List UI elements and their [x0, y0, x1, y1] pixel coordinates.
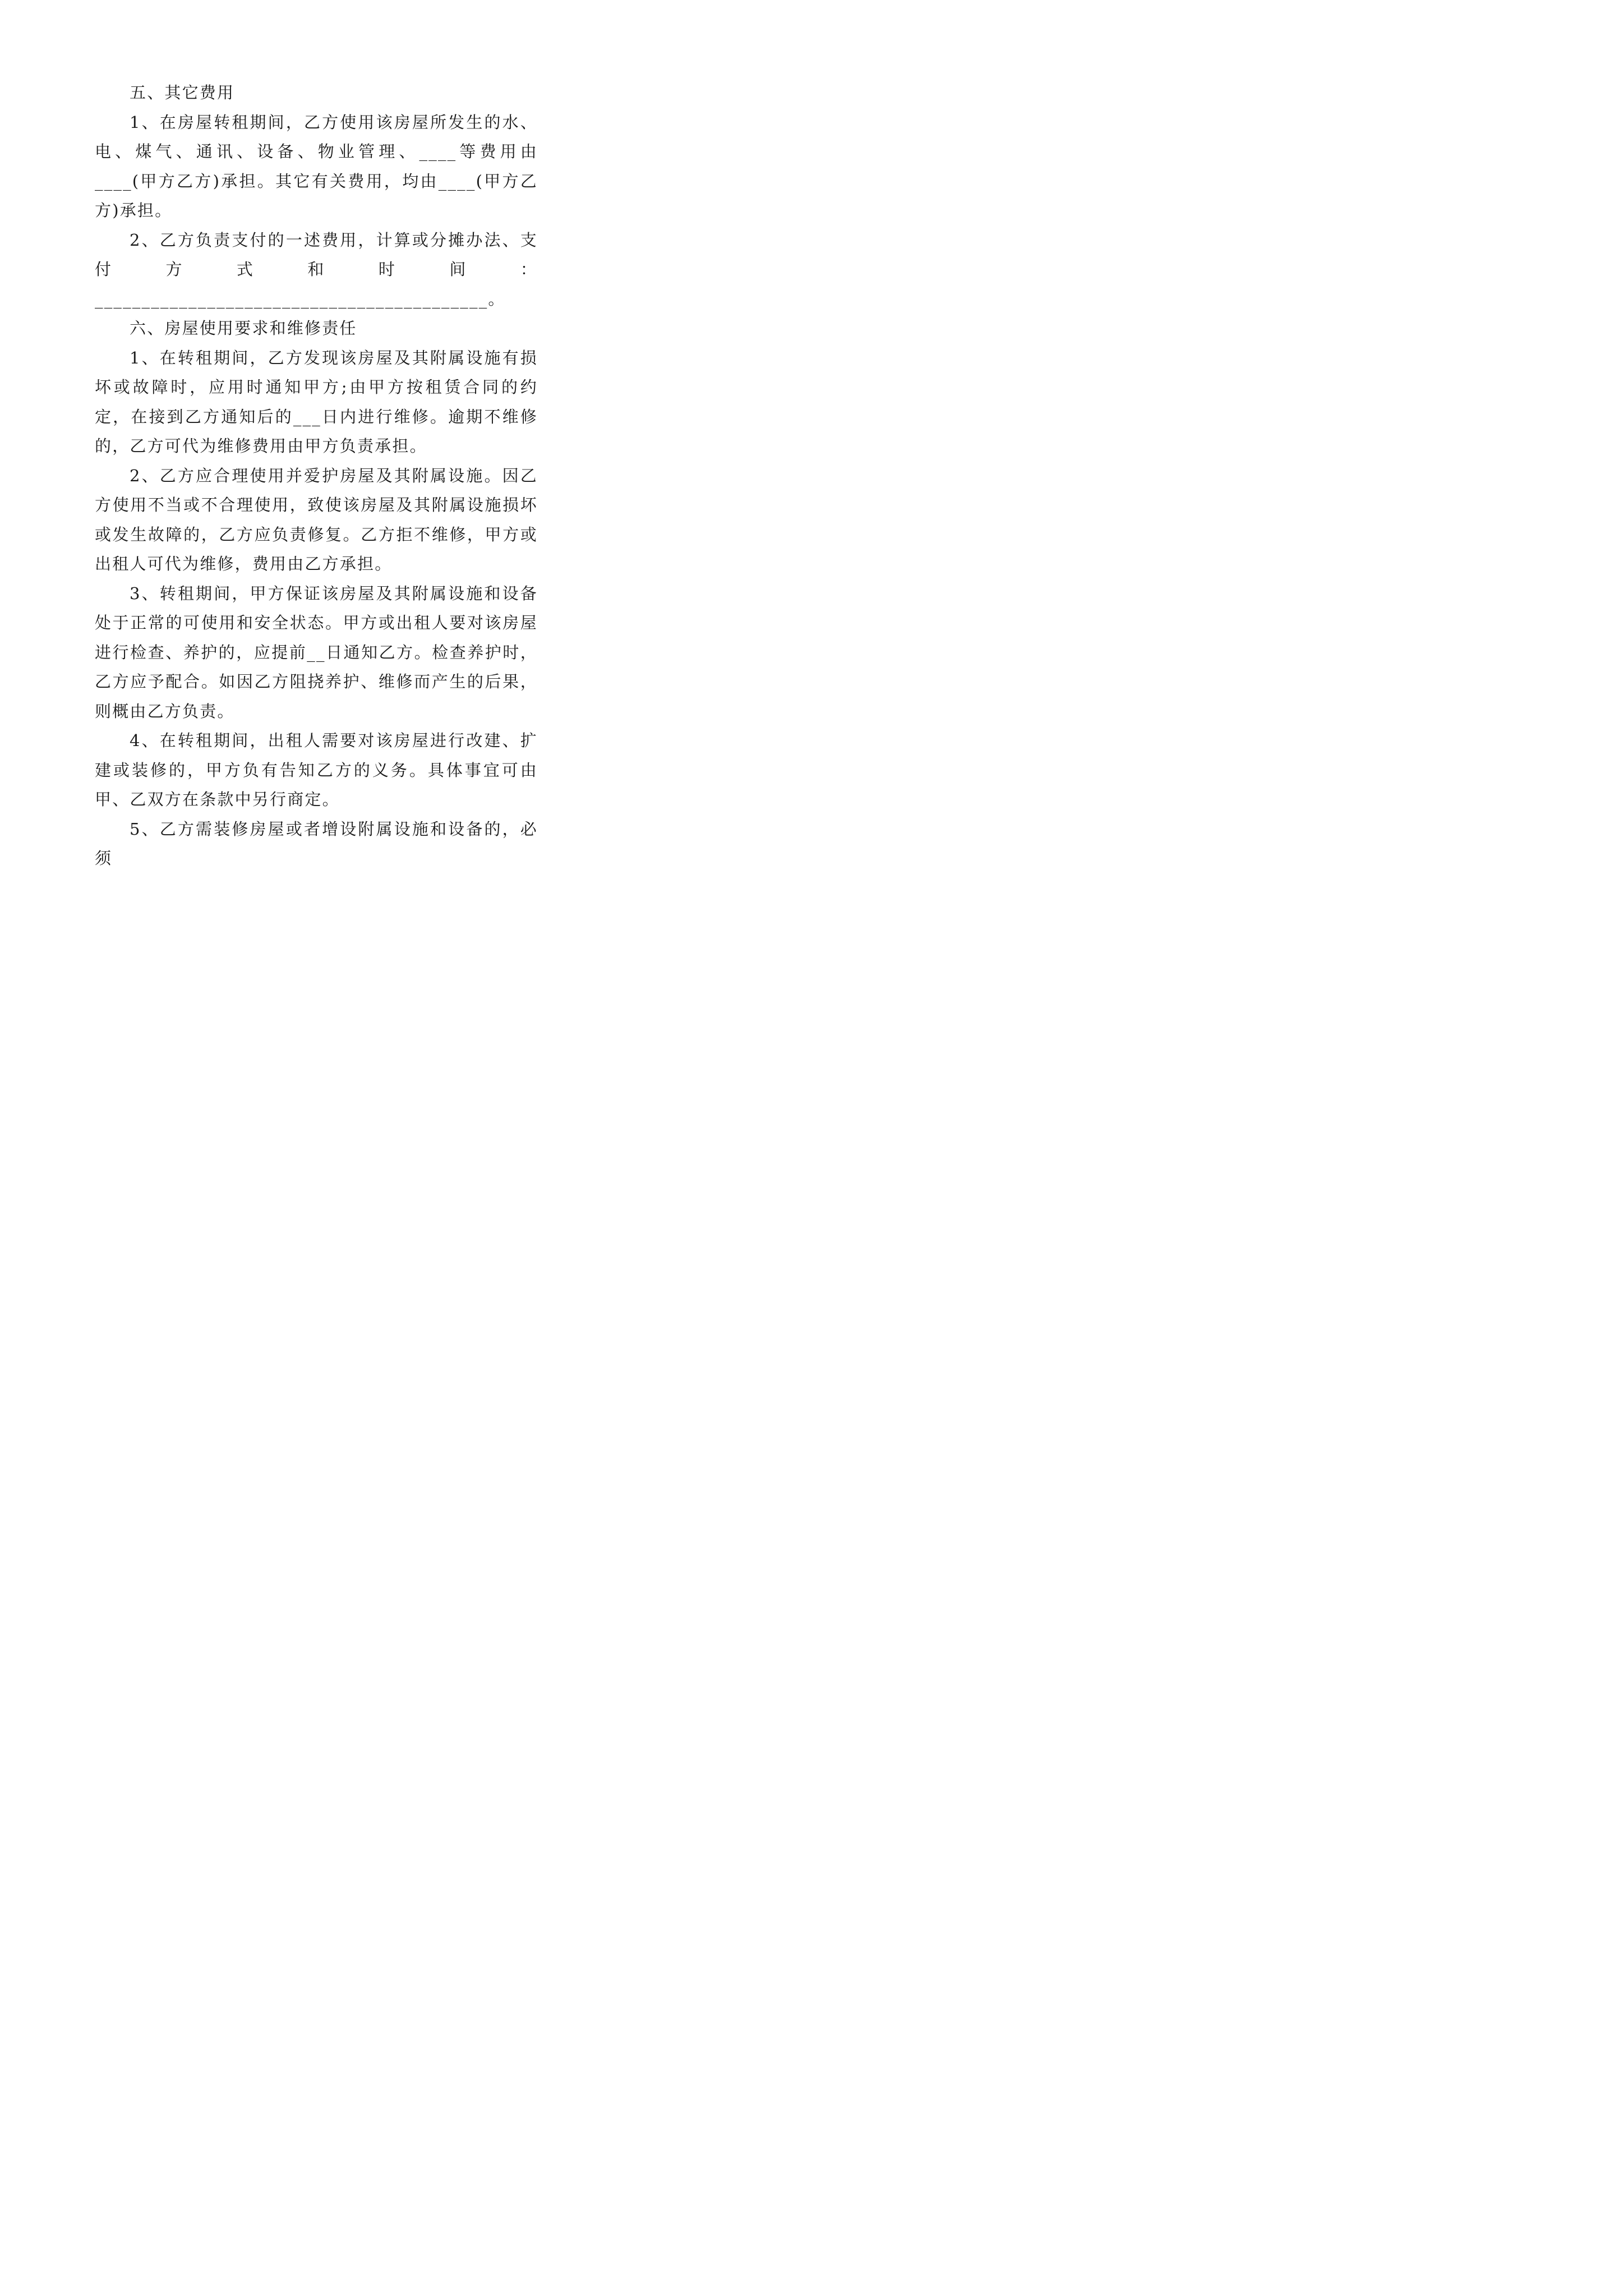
- document-page: [0, 0, 617, 872]
- clause-6-4: 4、在转租期间，出租人需要对该房屋进行改建、扩建或装修的，甲方负有告知乙方的义务。具体事宜可由甲、乙双方在条款中另行商定。: [95, 731, 538, 809]
- clause-6-3: 3、转租期间，甲方保证该房屋及其附属设施和设备处于正常的可使用和安全状态。甲方或出租人要对该房屋进行检查、养护的，应提前__日通知乙方。检查养护时，乙方应予配合。如因乙方阻挠养护、维修而产生的后果，则概由乙方负责。: [95, 583, 538, 721]
- clause-5-1: 1、在房屋转租期间，乙方使用该房屋所发生的水、电、煤气、通讯、设备、物业管理、____等费用由____(甲方乙方)承担。其它有关费用，均由____(甲方乙方)承担。: [95, 112, 538, 220]
- clause-6-2: 2、乙方应合理使用并爱护房屋及其附属设施。因乙方使用不当或不合理使用，致使该房屋及其附属设施损坏或发生故障的，乙方应负责修复。乙方拒不维修，甲方或出租人可代为维修，费用由乙方承担。: [95, 466, 538, 573]
- clause-6-1: 1、在转租期间，乙方发现该房屋及其附属设施有损坏或故障时，应用时通知甲方;由甲方按租赁合同的约定，在接到乙方通知后的___日内进行维修。逾期不维修的，乙方可代为维修费用由甲方负责承担。: [95, 348, 538, 455]
- section-heading-other-fees: 五、其它费用: [130, 83, 235, 102]
- section-heading-use-and-repair: 六、房屋使用要求和维修责任: [130, 319, 357, 338]
- clause-6-5: 5、乙方需装修房屋或者增设附属设施和设备的，必须: [95, 819, 538, 868]
- document-body: [95, 78, 538, 873]
- clause-5-2: 2、乙方负责支付的一述费用，计算或分摊办法、支付方式和时间：__________________________________________。: [95, 230, 538, 309]
